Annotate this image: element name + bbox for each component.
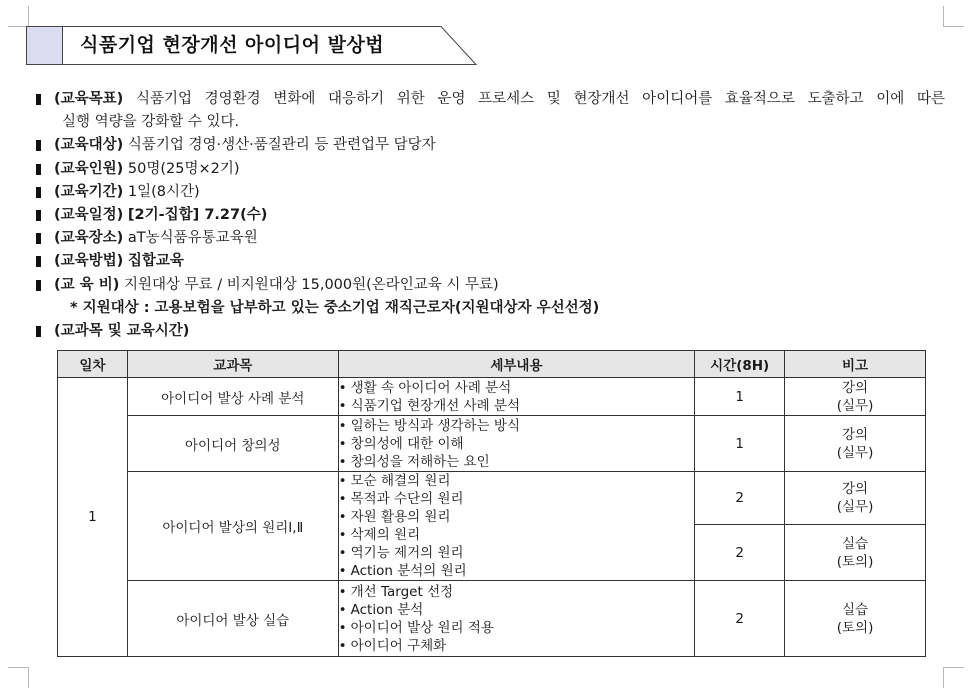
bullet-marker xyxy=(36,233,41,244)
info-fee xyxy=(30,274,945,297)
info-objective xyxy=(30,88,945,111)
detail-item: • 삭제의 원리 xyxy=(339,526,695,544)
info-persons xyxy=(30,158,945,181)
target-text: 식품기업 경영·생산·품질관리 등 관련업무 담당자 xyxy=(127,137,436,154)
detail-item: • 자원 활용의 원리 xyxy=(339,508,695,526)
subject-cell: 아이디어 발상 실습 xyxy=(127,581,338,657)
header-details: 세부내용 xyxy=(338,351,695,378)
detail-item: • 모순 해결의 원리 xyxy=(339,472,695,490)
detail-item: • 개선 Target 선정 xyxy=(339,583,695,601)
info-course xyxy=(30,320,945,343)
persons-text: 50명(25명×2기) xyxy=(127,160,240,177)
note-sub: (실무) xyxy=(836,499,874,515)
note-text: * 지원대상 : 고용보험을 납부하고 있는 중소기업 재직근로자(지원대상자 우선선정) xyxy=(70,299,600,316)
corner-mark xyxy=(8,6,29,27)
title-box xyxy=(26,26,478,66)
header-subject: 교과목 xyxy=(127,351,338,378)
header-hours: 시간(8H) xyxy=(695,351,785,378)
table-row xyxy=(58,416,926,472)
note-cell xyxy=(785,581,926,657)
details-cell xyxy=(338,581,695,657)
note-cell xyxy=(785,378,926,416)
objective-text: 식품기업 경영환경 변화에 대응하기 위한 운영 프로세스 및 현장개선 아이디어를 효율적으로 도출하고 이에 따른 xyxy=(135,91,945,107)
hours-cell: 1 xyxy=(695,378,785,416)
note-cell xyxy=(785,472,926,525)
subject-cell: 아이디어 창의성 xyxy=(127,416,338,472)
bullet-marker xyxy=(36,164,41,175)
info-place xyxy=(30,227,945,250)
header-day: 일차 xyxy=(58,351,128,378)
method-label: (교육방법) xyxy=(54,253,124,270)
note-type: 실습 xyxy=(842,601,869,618)
info-schedule xyxy=(30,204,945,227)
subject-cell: 아이디어 발상의 원리Ⅰ,Ⅱ xyxy=(127,472,338,581)
fee-label: (교 육 비) xyxy=(54,276,120,293)
note-sub: (실무) xyxy=(836,444,874,461)
target-label: (교육대상) xyxy=(54,137,124,154)
note-type: 강의 xyxy=(842,379,869,396)
table-row xyxy=(58,581,926,657)
title-accent-box xyxy=(27,27,63,65)
info-target xyxy=(30,134,945,157)
page-title: 식품기업 현장개선 아이디어 발상법 xyxy=(80,34,385,56)
persons-label: (교육인원) xyxy=(54,160,124,177)
bullet-marker xyxy=(36,256,41,267)
place-text: aT농식품유통교육원 xyxy=(127,230,258,247)
fee-text: 지원대상 무료 / 비지원대상 15,000원(온라인교육 시 무료) xyxy=(123,276,499,293)
detail-item: • 아이디어 발상 원리 적용 xyxy=(339,619,695,637)
detail-item: • Action 분석 xyxy=(339,601,695,619)
bullet-marker xyxy=(36,210,41,221)
bullet-marker xyxy=(36,94,41,105)
detail-item: • 식품기업 현장개선 사례 분석 xyxy=(339,397,695,415)
detail-item: • 목적과 수단의 원리 xyxy=(339,490,695,508)
bullet-marker xyxy=(36,140,41,151)
note-cell xyxy=(785,525,926,581)
note-type: 강의 xyxy=(842,426,869,443)
hours-cell: 2 xyxy=(695,525,785,581)
subject-cell: 아이디어 발상 사례 분석 xyxy=(127,378,338,416)
period-text: 1일(8시간) xyxy=(127,183,200,200)
table-header-row xyxy=(58,351,926,378)
corner-mark xyxy=(8,667,29,688)
schedule-text: [2기-집합] 7.27(수) xyxy=(127,207,268,224)
detail-item: • 생활 속 아이디어 사례 분석 xyxy=(339,379,695,397)
note-cell xyxy=(785,416,926,472)
method-text: 집합교육 xyxy=(127,253,184,270)
detail-item: • Action 분석의 원리 xyxy=(339,562,695,580)
header-note: 비고 xyxy=(785,351,926,378)
detail-item: • 아이디어 구체화 xyxy=(339,637,695,655)
detail-item: • 창의성을 저해하는 요인 xyxy=(339,453,695,471)
schedule-label: (교육일정) xyxy=(54,207,124,224)
note-sub: (토의) xyxy=(836,619,874,636)
schedule-table xyxy=(57,350,926,657)
objective-label: (교육목표) xyxy=(54,91,124,107)
course-label: (교과목 및 교육시간) xyxy=(54,323,190,340)
details-cell xyxy=(338,472,695,581)
detail-item: • 일하는 방식과 생각하는 방식 xyxy=(339,417,695,435)
corner-mark xyxy=(943,6,964,27)
info-objective-cont xyxy=(30,111,945,134)
objective-text-cont: 실행 역량을 강화할 수 있다. xyxy=(62,114,240,131)
hours-cell: 2 xyxy=(695,581,785,657)
bullet-marker xyxy=(36,187,41,198)
details-cell xyxy=(338,378,695,416)
day-cell: 1 xyxy=(58,378,128,657)
bullet-marker xyxy=(36,326,41,337)
place-label: (교육장소) xyxy=(54,230,124,247)
note-sub: (실무) xyxy=(836,397,874,414)
note-type: 실습 xyxy=(842,535,869,552)
course-info xyxy=(30,88,945,343)
info-method xyxy=(30,250,945,273)
bullet-marker xyxy=(36,280,41,291)
table-row xyxy=(58,378,926,416)
hours-cell: 2 xyxy=(695,472,785,525)
hours-cell: 1 xyxy=(695,416,785,472)
info-note xyxy=(30,297,945,320)
note-sub: (토의) xyxy=(836,553,874,570)
note-type: 강의 xyxy=(842,481,869,497)
corner-mark xyxy=(943,667,964,688)
period-label: (교육기간) xyxy=(54,183,124,200)
info-period xyxy=(30,181,945,204)
table-row xyxy=(58,472,926,525)
detail-item: • 창의성에 대한 이해 xyxy=(339,435,695,453)
detail-item: • 역기능 제거의 원리 xyxy=(339,544,695,562)
details-cell xyxy=(338,416,695,472)
